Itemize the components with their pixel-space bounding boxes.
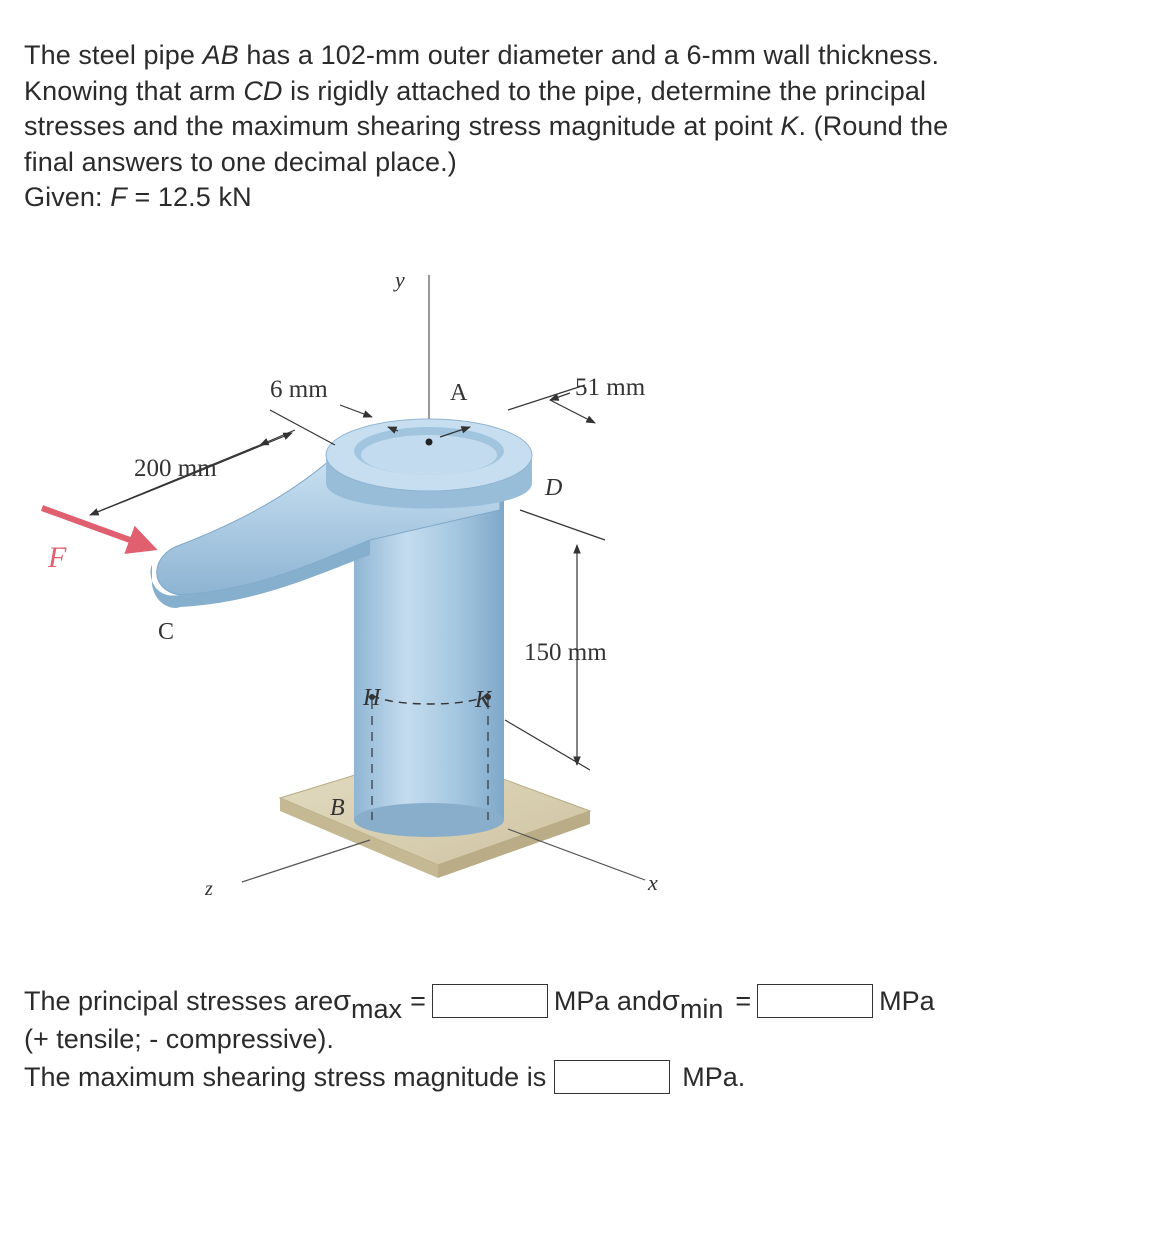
text: . (Round the	[798, 111, 949, 141]
text: Knowing that arm	[24, 75, 244, 106]
label-6mm: 6 mm	[270, 376, 328, 403]
text: The maximum shearing stress magnitude is	[24, 1062, 547, 1092]
text: Given:	[24, 182, 111, 212]
collar	[326, 419, 532, 509]
pipe-figure	[30, 255, 720, 935]
equals-sign: =	[735, 986, 752, 1016]
sigma-max-input[interactable]	[432, 984, 548, 1018]
pipe-label: AB	[202, 40, 239, 70]
point-a-dot	[426, 439, 433, 446]
answer-section	[24, 982, 1154, 1096]
x-axis	[508, 829, 645, 880]
text: MPa and	[553, 986, 662, 1016]
sigma-symbol: σ	[661, 985, 680, 1017]
label-z: z	[205, 878, 213, 900]
text: has a 102-mm outer diameter and a 6-mm wall thickness.	[238, 40, 940, 70]
arm-label: CD	[243, 75, 283, 106]
text: is rigidly attached to the pipe, determine the principal	[282, 75, 927, 106]
text: MPa.	[682, 1062, 746, 1092]
max-subscript: max	[351, 994, 403, 1024]
label-k: K	[475, 687, 492, 713]
problem-line-1	[24, 38, 1144, 74]
label-f: F	[48, 541, 67, 574]
text: = 12.5 kN	[126, 182, 252, 212]
tau-max-input[interactable]	[554, 1060, 670, 1094]
label-x: x	[648, 870, 658, 895]
text: MPa	[879, 986, 935, 1016]
problem-statement	[24, 38, 1144, 216]
force-symbol: F	[110, 182, 127, 212]
pipe-diagram	[30, 255, 720, 935]
problem-line-4: final answers to one decimal place.)	[24, 146, 457, 177]
z-axis	[242, 840, 370, 882]
label-c: C	[158, 619, 175, 645]
sigma-symbol: σ	[333, 985, 352, 1017]
label-h: H	[363, 685, 381, 711]
equals-sign: =	[410, 986, 426, 1016]
principal-stresses-row	[24, 982, 1154, 1024]
problem-line-3	[24, 109, 1144, 145]
text: The principal stresses are	[24, 986, 334, 1016]
point-label: K	[780, 111, 799, 141]
label-y: y	[395, 267, 405, 292]
text: The steel pipe	[24, 40, 203, 70]
max-shear-row	[24, 1058, 1154, 1096]
problem-line-2	[24, 74, 1144, 110]
min-subscript: min	[679, 994, 724, 1024]
text: stresses and the maximum shearing stress magnitude at point	[24, 111, 781, 141]
label-a: A	[450, 380, 468, 406]
label-51mm: 51 mm	[575, 374, 646, 401]
label-150mm: 150 mm	[524, 639, 607, 666]
label-d: D	[545, 475, 563, 501]
sign-convention-row: (+ tensile; - compressive).	[24, 1024, 334, 1054]
label-b: B	[330, 795, 345, 821]
sigma-min-input[interactable]	[757, 984, 873, 1018]
label-200mm: 200 mm	[134, 455, 217, 482]
given-line	[24, 180, 1144, 216]
